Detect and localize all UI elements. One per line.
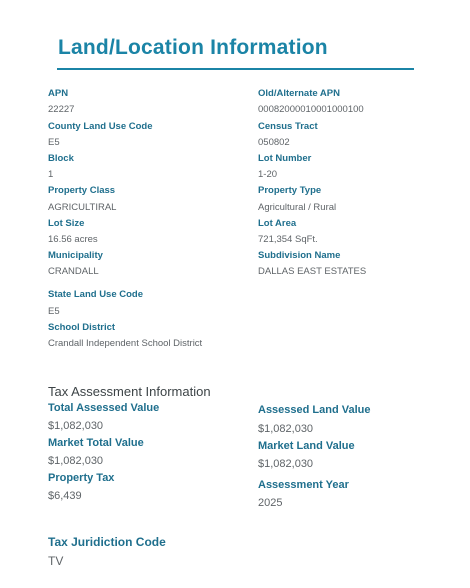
property-type-value: Agricultural / Rural	[258, 202, 337, 213]
census-tract-value: 050802	[258, 137, 290, 148]
assessment-year-label: Assessment Year	[258, 479, 349, 491]
total-assessed-value: $1,082,030	[48, 420, 104, 432]
jurisdiction-code-value: TV	[48, 554, 64, 568]
total-assessed-label: Total Assessed Value	[48, 402, 160, 414]
property-tax-value: $6,439	[48, 490, 82, 502]
subdivision-label: Subdivision Name	[258, 250, 341, 261]
block-value: 1	[48, 169, 54, 180]
state-land-use-value: E5	[48, 306, 60, 317]
page-title: Land/Location Information	[58, 36, 328, 59]
market-total-value: $1,082,030	[48, 455, 104, 467]
jurisdiction-code-label: Tax Juridiction Code	[48, 535, 166, 549]
assessed-land-label: Assessed Land Value	[258, 404, 371, 416]
lot-size-label: Lot Size	[48, 218, 85, 229]
property-class-label: Property Class	[48, 185, 116, 196]
title-divider	[57, 68, 414, 70]
subdivision-value: DALLAS EAST ESTATES	[258, 266, 367, 277]
lot-number-value: 1-20	[258, 169, 278, 180]
lot-area-label: Lot Area	[258, 218, 297, 229]
property-tax-label: Property Tax	[48, 472, 115, 484]
alt-apn-value: 00082000010001000100	[258, 104, 364, 115]
county-land-use-value: E5	[48, 137, 60, 148]
market-land-label: Market Land Value	[258, 440, 355, 452]
assessment-year-value: 2025	[258, 497, 283, 509]
block-label: Block	[48, 153, 74, 164]
municipality-value: CRANDALL	[48, 266, 99, 277]
apn-label: APN	[48, 88, 69, 99]
municipality-label: Municipality	[48, 250, 103, 261]
county-land-use-label: County Land Use Code	[48, 121, 153, 132]
apn-value: 22227	[48, 104, 75, 115]
census-tract-label: Census Tract	[258, 121, 318, 132]
school-district-value: Crandall Independent School District	[48, 338, 203, 349]
market-land-value: $1,082,030	[258, 458, 314, 470]
lot-size-value: 16.56 acres	[48, 234, 98, 245]
state-land-use-label: State Land Use Code	[48, 289, 144, 300]
alt-apn-label: Old/Alternate APN	[258, 88, 340, 99]
school-district-label: School District	[48, 322, 116, 333]
market-total-label: Market Total Value	[48, 437, 144, 449]
lot-number-label: Lot Number	[258, 153, 312, 164]
lot-area-value: 721,354 SqFt.	[258, 234, 318, 245]
tax-section-title: Tax Assessment Information	[48, 384, 211, 399]
property-type-label: Property Type	[258, 185, 322, 196]
property-class-value: AGRICULTIRAL	[48, 202, 117, 213]
assessed-land-value: $1,082,030	[258, 423, 314, 435]
